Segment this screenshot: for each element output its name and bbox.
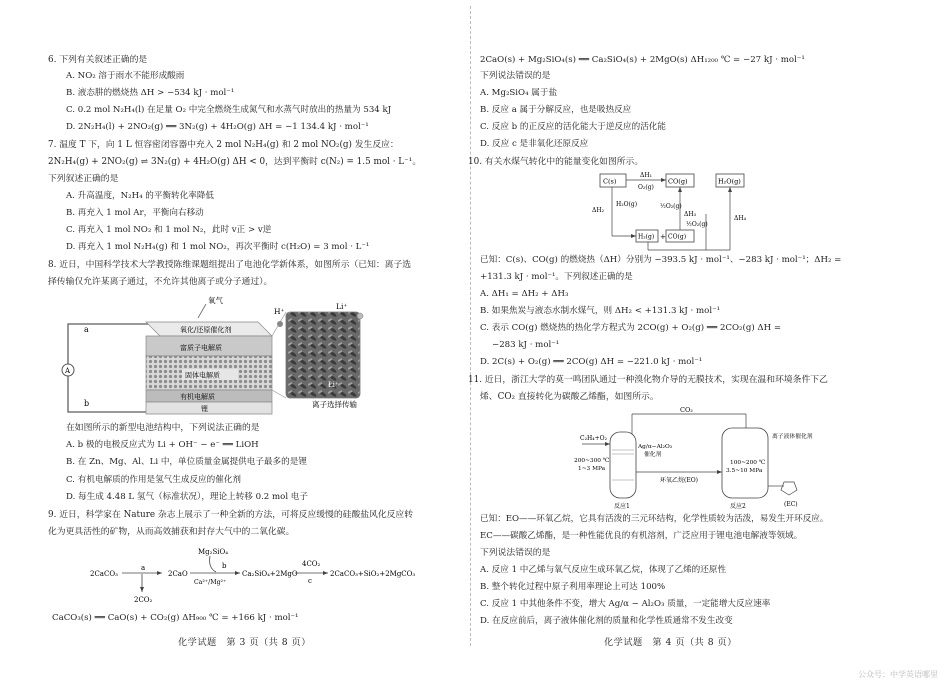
q10-co-product-label: CO(g) [668, 233, 687, 241]
q11-ec-ring [781, 482, 797, 495]
lithium-layer [146, 402, 272, 414]
ammeter-label: A [65, 367, 71, 375]
q9-arrowhead-a [157, 571, 162, 575]
q11-reactor-1-label: 反应1 [614, 503, 630, 510]
hplus-label: H⁺ [274, 307, 285, 316]
q9-co2-in: 4CO₂ [302, 560, 321, 568]
q11-reactor-figure [572, 404, 813, 512]
q10-option-c-2: −283 kJ · mol⁻¹ [492, 340, 560, 350]
lithium-label: 锂 [201, 405, 208, 413]
q11-eo-label: 环氧乙烷(EO) [660, 477, 698, 484]
q11-text-2: EC——碳酸乙烯酯，是一种性能优良的有机溶剂，广泛应用于锂电池电解液等领域。 [480, 531, 803, 541]
q11-option-a: A. 反应 1 中乙烯与氧气反应生成环氧乙烷，体现了乙烯的还原性 [480, 565, 727, 575]
q11-stem-2: 烯、CO₂ 直接转化为碳酸乙烯酯，如图所示。 [480, 392, 659, 402]
q9-option-d: D. 反应 c 是非氧化还原反应 [480, 139, 589, 149]
q8-option-d: D. 每生成 4.48 L 氢气（标准状况），理论上转移 0.2 mol 电子 [66, 492, 308, 502]
q10-plus: + [660, 233, 666, 241]
q10-h2o-label: H₂O(g) [718, 177, 741, 186]
q11-ec-label: (EC) [784, 501, 798, 508]
oxygen-label: 氧气 [208, 296, 223, 305]
q10-arrowhead-dh3 [678, 187, 682, 192]
q7-option-a: A. 升高温度，N₂H₄ 的平衡转化率降低 [66, 191, 215, 201]
q10-option-d: D. 2C(s) + O₂(g) ══ 2CO(g) ΔH = −221.0 kJ · mol⁻¹ [480, 357, 703, 367]
hplus-dot [277, 321, 283, 327]
q9-arrowhead-b [235, 571, 240, 575]
liplus-label-top: Li⁺ [336, 302, 348, 311]
electrode-a-label: a [84, 325, 89, 334]
q10-option-b: B. 如果焦炭与液态水制水煤气，则 ΔH₂ < +131.3 kJ · mol⁻¹ [480, 306, 721, 316]
q9-co2-arrowhead [140, 587, 144, 592]
page-4-footer: 化学试题 第 4 页（共 8 页） [604, 637, 737, 648]
q10-energy-figure [586, 170, 786, 254]
q8-option-b: B. 在 Zn、Mg、Al、Li 中，单位质量金属提供电子最多的是锂 [66, 457, 307, 467]
solid-electrolyte-label: 固体电解质 [185, 371, 220, 380]
q6-option-c: C. 0.2 mol N₂H₄(l) 在足量 O₂ 中完全燃烧生成氮气和水蒸气时放出的热量为 534 kJ [66, 105, 392, 115]
q7-stem-3: 下列叙述正确的是 [48, 174, 119, 184]
catalyst-label: 氧化/还原催化剂 [180, 326, 232, 334]
q10-option-a: A. ΔH₁ = ΔH₂ + ΔH₃ [480, 289, 569, 299]
q10-dh1: ΔH₁ [640, 172, 652, 179]
q11-feed-label: C₂H₄+O₂ [580, 435, 607, 442]
q11-reactor-2-label: 反应2 [730, 503, 746, 510]
q6-option-b: B. 液态肼的燃烧热 ΔH > −534 kJ · mol⁻¹ [66, 88, 235, 98]
q10-h2-label: H₂(g) [638, 233, 655, 241]
q10-half-o2-a: ½O₂(g) [660, 203, 682, 210]
q7-option-b: B. 再充入 1 mol Ar，平衡向右移动 [66, 208, 204, 218]
q10-arrowhead-dh4 [728, 187, 732, 192]
q9-ca2sio4-mgo: Ca₂SiO₄+2MgO [242, 570, 298, 578]
q9-mg2sio4: Mg₂SiO₄ [198, 548, 229, 556]
q8-stem-3: 在如图所示的新型电池结构中，下列说法正确的是 [66, 423, 260, 433]
q7-stem-2: 2N₂H₄(g) + 2NO₂(g) ⇌ 3N₂(g) + 4H₂O(g) ΔH < 0，达到平衡时 c(N₂) = 1.5 mol · L⁻¹。 [48, 157, 422, 167]
q11-text-1: 已知：EO——环氧乙烷，它具有活泼的三元环结构，化学性质较为活泼，易发生开环反应。 [480, 514, 829, 524]
q11-cond-1a: 200~300 ℃ [574, 458, 610, 464]
selective-transport-label: 离子选择传输 [312, 400, 357, 409]
q9-cao: 2CaO [168, 570, 188, 578]
q9-stem-3: 下列说法错误的是 [480, 71, 551, 81]
q11-cond-2a: 100~200 ℃ [730, 460, 766, 466]
q11-cond-2b: 3.5~10 MPa [726, 468, 763, 474]
oxygen-arrow [198, 304, 206, 318]
q9-arrow-b-label: b [222, 562, 227, 570]
liplus-label-bottom: Li⁺ [328, 381, 339, 389]
q11-catalyst-2: 离子液体催化剂 [772, 434, 813, 440]
q11-reactor-1 [610, 432, 636, 498]
q11-co2-label: CO₂ [680, 406, 693, 414]
q9-option-a: A. Mg₂SiO₄ 属于盐 [480, 88, 558, 98]
q9-stem-1: 9. 近日，科学家在 Nature 杂志上展示了一种全新的方法，可将反应缓慢的硅酸盐风化反应转 [48, 510, 414, 520]
page-3-footer: 化学试题 第 3 页（共 8 页） [178, 637, 311, 648]
q8-stem-1: 8. 近日，中国科学技术大学教授陈维课题组提出了电池化学新体系，如图所示（已知：离子选 [48, 260, 412, 270]
q9-arrowhead-c [323, 571, 328, 575]
q8-stem-2: 择传输仅允许某离子通过，不允许其他离子或分子通过）。 [48, 277, 273, 287]
q7-stem-1: 7. 温度 T 下，向 1 L 恒容密闭容器中充入 2 mol N₂H₄(g) 和 2 mol NO₂(g) 发生反应： [48, 140, 399, 150]
q10-arrowhead-dh1 [661, 178, 666, 182]
q6-option-a: A. NO₂ 溶于雨水不能形成酸雨 [66, 71, 185, 81]
q8-option-c: C. 有机电解质的作用是氢气生成反应的催化剂 [66, 475, 242, 485]
q10-dh2: ΔH₂ [592, 207, 604, 214]
q9-arrow-c-label: c [308, 577, 312, 585]
q11-catalyst-1a: Ag/α−Al₂O₃ [638, 444, 673, 450]
q6-stem: 6. 下列有关叙述正确的是 [48, 55, 148, 65]
q6-option-d: D. 2N₂H₄(l) + 2NO₂(g) ══ 3N₂(g) + 4H₂O(g) ΔH = −1 134.4 kJ · mol⁻¹ [66, 122, 369, 132]
q10-h2o-reactant: H₂O(g) [616, 201, 638, 208]
q9-flow-figure [90, 544, 430, 606]
q9-stem-2: 化为更具活性的矿物，从而高效捕获和封存大气中的二氧化碳。 [48, 527, 295, 537]
q11-option-c: C. 反应 1 中其他条件不变，增大 Ag/α − Al₂O₃ 质量，一定能增大反应速率 [480, 599, 771, 609]
organic-electrolyte-label: 有机电解质 [180, 393, 215, 401]
q11-eo-arrowhead [717, 470, 722, 474]
watermark: 公众号：中学英语哪里 [858, 670, 938, 679]
q8-battery-figure [58, 294, 418, 418]
q10-dh4: ΔH₄ [734, 215, 746, 222]
q9-equation-2: 2CaO(s) + Mg₂SiO₄(s) ══ Ca₂SiO₄(s) + 2MgO(s) ΔH₁₂₀₀ ℃ = −27 kJ · mol⁻¹ [480, 55, 805, 65]
q11-cond-1b: 1~3 MPa [578, 466, 606, 472]
q9-final-products: 2CaCO₃+SiO₂+2MgCO₃ [330, 570, 416, 578]
q9-caco3-start: 2CaCO₃ [90, 570, 118, 578]
q10-option-c-1: C. 表示 CO(g) 燃烧热的热化学方程式为 2CO(g) + O₂(g) ══ 2CO₂(g) ΔH = [480, 323, 782, 333]
zoom-view [286, 312, 360, 398]
q8-option-a: A. b 极的电极反应式为 Li + OH⁻ − e⁻ ══ LiOH [66, 440, 259, 450]
q10-arrowhead-dh2 [631, 234, 636, 238]
q10-text-2: +131.3 kJ · mol⁻¹。下列叙述正确的是 [480, 272, 633, 282]
q9-co2-out: 2CO₂ [134, 596, 153, 604]
q9-option-b: B. 反应 a 属于分解反应，也是吸热反应 [480, 105, 632, 115]
q11-catalyst-1b: 催化剂 [644, 452, 662, 458]
q10-co-label: CO(g) [668, 177, 688, 186]
q11-option-b: B. 整个转化过程中原子利用率理论上可达 100% [480, 582, 666, 592]
q10-dh3: ΔH₃ [684, 211, 696, 218]
page-divider [470, 6, 471, 646]
electrode-b-label: b [84, 399, 90, 408]
q11-stem-1: 11. 近日，浙江大学的莫一鸣团队通过一种溴化物介导的无膜技术，实现在温和环境条件下乙 [468, 375, 828, 385]
q11-stem-3: 下列说法错误的是 [480, 548, 551, 558]
q9-arrow-a-label: a [141, 564, 146, 572]
q10-stem: 10. 有关水煤气转化中的能量变化如图所示。 [468, 157, 644, 167]
q10-half-o2-b: ½O₂(g) [686, 221, 708, 228]
q10-o2: O₂(g) [638, 184, 654, 191]
q9-catalyst: Ca²⁺/Mg²⁺ [194, 579, 227, 586]
q9-option-c: C. 反应 b 的正反应的活化能大于逆反应的活化能 [480, 122, 666, 132]
q7-option-c: C. 再充入 1 mol NO₂ 和 1 mol N₂，此时 v正 > v逆 [66, 225, 272, 235]
q10-text-1: 已知：C(s)、CO(g) 的燃烧热（ΔH）分别为 −393.5 kJ · mol⁻¹、−283 kJ · mol⁻¹；ΔH₂ = [480, 255, 842, 265]
q11-option-d: D. 在反应前后，离子液体催化剂的质量和化学性质通常不发生改变 [480, 616, 733, 626]
q7-option-d: D. 再充入 1 mol N₂H₄(g) 和 1 mol NO₂，再次平衡时 c(H₂O) = 3 mol · L⁻¹ [66, 242, 370, 252]
q10-c-label: C(s) [603, 177, 617, 186]
liplus-dot [357, 313, 363, 319]
rich-proton-label: 富质子电解质 [180, 344, 222, 352]
q9-mg2sio4-arrow [210, 556, 216, 572]
q11-feed-arrowhead [605, 442, 610, 446]
q9-equation-1: CaCO₃(s) ══ CaO(s) + CO₂(g) ΔH₉₀₀ ℃ = +166 kJ · mol⁻¹ [52, 613, 299, 623]
